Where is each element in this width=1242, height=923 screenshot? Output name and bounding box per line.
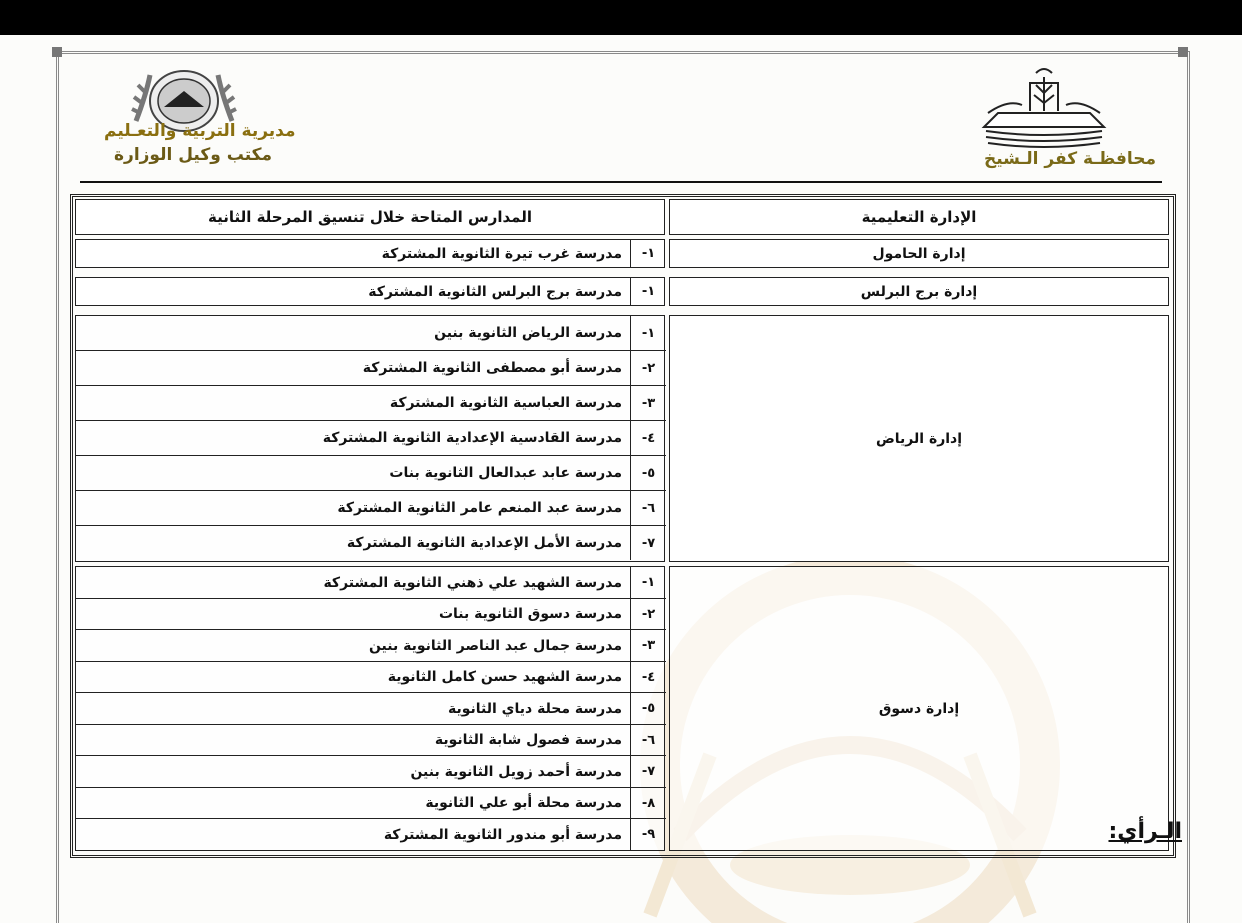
row-number: ٣- <box>630 386 666 420</box>
opinion-label: الـرأي: <box>1108 819 1182 844</box>
table-row <box>76 491 666 526</box>
office-name: مكتب وكيل الوزارة <box>114 145 273 165</box>
school-name: مدرسة عابد عبدالعال الثانوية بنات <box>389 465 622 481</box>
school-name: مدرسة غرب تيرة الثانوية المشتركة <box>381 245 622 262</box>
table-row <box>76 599 666 630</box>
table-row <box>76 662 666 693</box>
school-name: مدرسة القادسية الإعدادية الثانوية المشتركة <box>322 430 622 446</box>
border-corner <box>1178 47 1188 57</box>
table-row <box>76 630 666 662</box>
school-name: مدرسة برج البرلس الثانوية المشتركة <box>368 283 622 300</box>
directorate-name: مديرية التربية والتعـليم <box>104 121 296 141</box>
header-schools: المدارس المتاحة خلال تنسيق المرحلة الثانية <box>75 199 665 235</box>
school-name: مدرسة الشهيد علي ذهني الثانوية المشتركة <box>323 574 622 591</box>
row-number: ٢- <box>630 599 666 629</box>
table-row <box>76 351 666 386</box>
admin-hamoul: إدارة الحامول <box>669 239 1169 268</box>
school-name: مدرسة الشهيد حسن كامل الثانوية <box>387 669 622 685</box>
admin-desouk: إدارة دسوق <box>669 566 1169 851</box>
table-row <box>76 316 666 351</box>
row-number: ٥- <box>630 693 666 724</box>
border-corner <box>52 47 62 57</box>
table-row <box>76 386 666 421</box>
table-row <box>76 725 666 756</box>
row-number: ٣- <box>630 630 666 661</box>
row-number: ٦- <box>630 491 666 525</box>
table-row <box>76 526 666 560</box>
school-name: مدرسة الرياض الثانوية بنين <box>434 325 622 341</box>
schools-hamoul <box>75 239 665 268</box>
schools-table <box>70 194 1176 858</box>
school-name: مدرسة فصول شابة الثانوية <box>434 732 622 748</box>
header-admin: الإدارة التعليمية <box>669 199 1169 235</box>
schools-riyad <box>75 315 665 562</box>
row-number: ٦- <box>630 725 666 755</box>
table-row <box>76 278 666 305</box>
table-row <box>76 456 666 491</box>
school-name: مدرسة دسوق الثانوية بنات <box>438 606 622 622</box>
admin-burg-burullus: إدارة برج البرلس <box>669 277 1169 306</box>
row-number: ١- <box>630 567 666 598</box>
table-row <box>76 788 666 819</box>
school-name: مدرسة عبد المنعم عامر الثانوية المشتركة <box>337 500 622 516</box>
school-name: مدرسة أبو مصطفى الثانوية المشتركة <box>362 360 622 376</box>
row-number: ٢- <box>630 351 666 385</box>
table-row <box>76 756 666 788</box>
document-page <box>0 35 1242 923</box>
school-name: مدرسة الأمل الإعدادية الثانوية المشتركة <box>346 535 622 551</box>
school-name: مدرسة محلة دياي الثانوية <box>448 700 622 717</box>
row-number: ١- <box>630 278 666 305</box>
table-row <box>76 240 666 267</box>
row-number: ٧- <box>630 756 666 787</box>
row-number: ١- <box>630 316 666 350</box>
row-number: ٧- <box>630 526 666 560</box>
row-number: ٥- <box>630 456 666 490</box>
row-number: ١- <box>630 240 666 267</box>
school-name: مدرسة العباسية الثانوية المشتركة <box>389 395 622 411</box>
row-number: ٨- <box>630 788 666 818</box>
row-number: ٩- <box>630 819 666 850</box>
table-row <box>76 819 666 850</box>
table-row <box>76 693 666 725</box>
school-name: مدرسة محلة أبو علي الثانوية <box>425 795 622 811</box>
governorate-name: محافظـة كفر الـشيخ <box>983 149 1156 169</box>
school-name: مدرسة جمال عبد الناصر الثانوية بنين <box>368 637 622 654</box>
header-rule <box>80 181 1162 183</box>
school-name: مدرسة أحمد زويل الثانوية بنين <box>410 763 622 780</box>
table-row <box>76 567 666 599</box>
school-name: مدرسة أبو مندور الثانوية المشتركة <box>383 826 622 843</box>
table-row <box>76 421 666 456</box>
admin-riyad: إدارة الرياض <box>669 315 1169 562</box>
row-number: ٤- <box>630 421 666 455</box>
schools-desouk <box>75 566 665 851</box>
schools-burg-burullus <box>75 277 665 306</box>
row-number: ٤- <box>630 662 666 692</box>
governorate-logo <box>978 65 1110 153</box>
